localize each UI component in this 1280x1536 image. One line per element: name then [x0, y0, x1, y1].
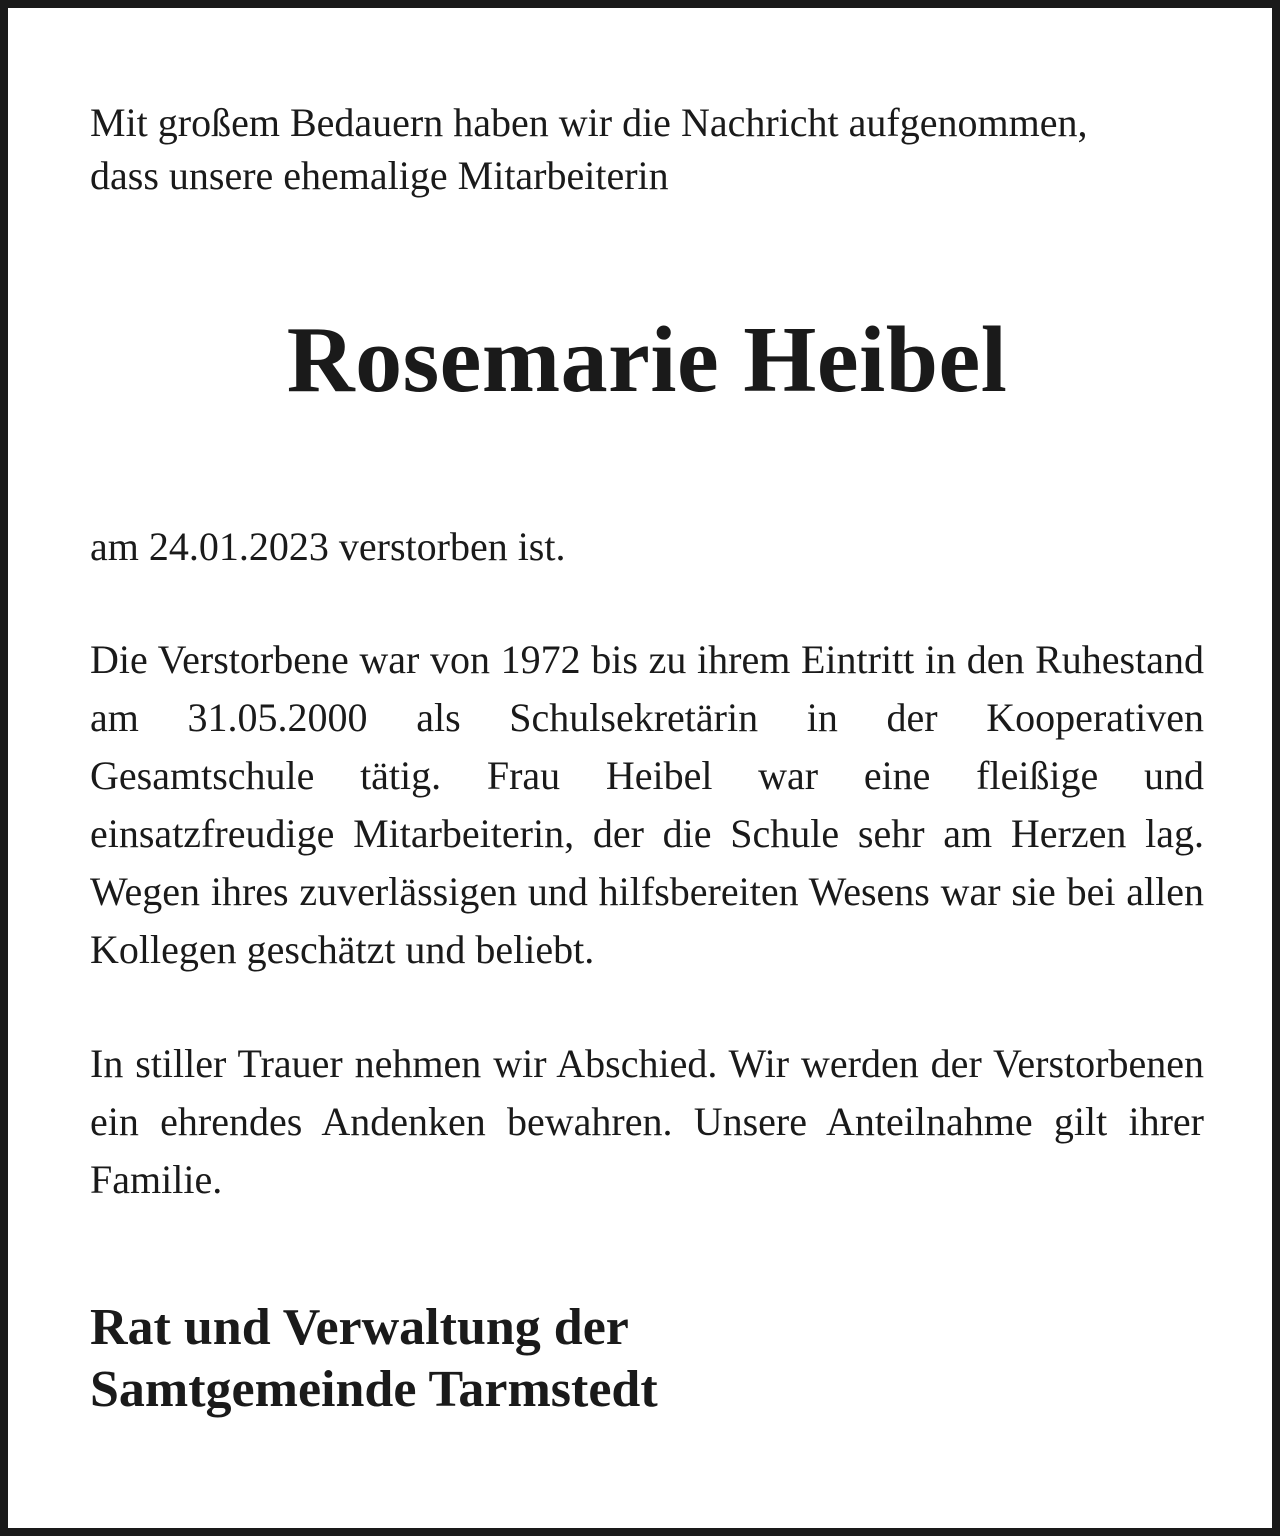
death-statement: am 24.01.2023 verstorben ist.	[90, 524, 566, 569]
signature-line-2: Samtgemeinde Tarmstedt	[90, 1361, 658, 1418]
deceased-name: Rosemarie Heibel	[286, 308, 1008, 412]
mourning-paragraph: In stiller Trauer nehmen wir Abschied. Wir werden der Verstorbenen ein ehrendes Andenken bewahren. Unsere Anteilnahme gilt ihrer Familie.	[90, 1041, 1204, 1202]
signature	[90, 1297, 1204, 1421]
biography-paragraph: Die Verstorbene war von 1972 bis zu ihrem Eintritt in den Ruhestand am 31.05.2000 als Schulsekretärin in der Kooperativen Gesamtschule tätig. Frau Heibel war eine fleißige und einsatzfreudige Mitarbeiterin, der die Schule sehr am Herzen lag. Wegen ihres zuverlässigen und hilfsbereiten Wesens war sie bei allen Kollegen geschätzt und beliebt.	[90, 637, 1204, 972]
intro-text	[90, 96, 1204, 202]
intro-line-2: dass unsere ehemalige Mitarbeiterin	[90, 153, 669, 198]
signature-line-1: Rat und Verwaltung der	[90, 1299, 629, 1356]
notice-content	[90, 96, 1204, 1421]
intro-line-1: Mit großem Bedauern haben wir die Nachricht aufgenommen,	[90, 100, 1088, 145]
